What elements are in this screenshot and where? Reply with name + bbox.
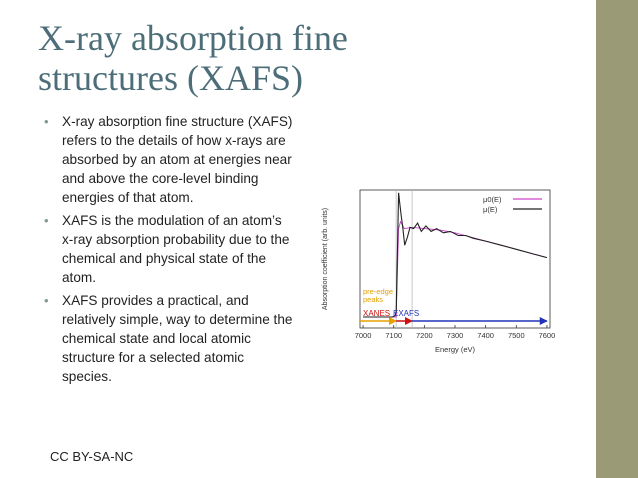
legend-label-mu: μ(E) bbox=[483, 205, 498, 214]
x-tick-label: 7100 bbox=[385, 331, 403, 340]
x-tick-label: 7000 bbox=[354, 331, 372, 340]
xafs-chart bbox=[310, 185, 555, 365]
mu-series-line bbox=[363, 193, 547, 317]
series-lines bbox=[363, 193, 547, 317]
exafs-label: EXAFS bbox=[393, 309, 420, 318]
plot-frame bbox=[360, 190, 550, 328]
x-tick-label: 7400 bbox=[477, 331, 494, 340]
x-axis-label: Energy (eV) bbox=[434, 345, 476, 354]
license-footer: CC BY-SA-NC bbox=[50, 449, 134, 464]
y-axis-label: Absorption coefficient (arb. units) bbox=[322, 207, 329, 311]
x-tick-label: 7500 bbox=[507, 331, 525, 340]
slide-title bbox=[38, 18, 578, 98]
bullet-item: • X-ray absorption fine structure (XAFS) refers to the details of how x-rays are absorbed by an atom at energies near and above the core-level binding energies of that atom. bbox=[44, 112, 294, 207]
chart-legend bbox=[483, 195, 542, 214]
decorative-sidebar bbox=[596, 0, 638, 478]
title-line-2: structures (XAFS) bbox=[38, 58, 303, 98]
bullet-item: • XAFS provides a practical, and relatively simple, way to determine the chemical state and local atomic structure for a selected atomic species. bbox=[44, 291, 294, 386]
mu0-series-line bbox=[363, 222, 547, 317]
x-tick-label: 7600 bbox=[538, 331, 555, 340]
bullet-item: • XAFS is the modulation of an atom’s x-ray absorption probability due to the chemical and physical state of the atom. bbox=[44, 211, 294, 287]
pre-edge-label-2: peaks bbox=[363, 295, 384, 304]
bullet-list bbox=[44, 112, 294, 390]
pre-edge-label-1: pre-edge bbox=[363, 287, 394, 296]
x-tick-label: 7300 bbox=[446, 331, 464, 340]
title-line-1: X-ray absorption fine bbox=[38, 18, 348, 58]
x-ticks bbox=[355, 325, 555, 340]
xanes-label: XANES bbox=[363, 309, 391, 318]
legend-label-mu0: μ0(E) bbox=[483, 195, 502, 204]
x-tick-label: 7200 bbox=[416, 331, 433, 340]
